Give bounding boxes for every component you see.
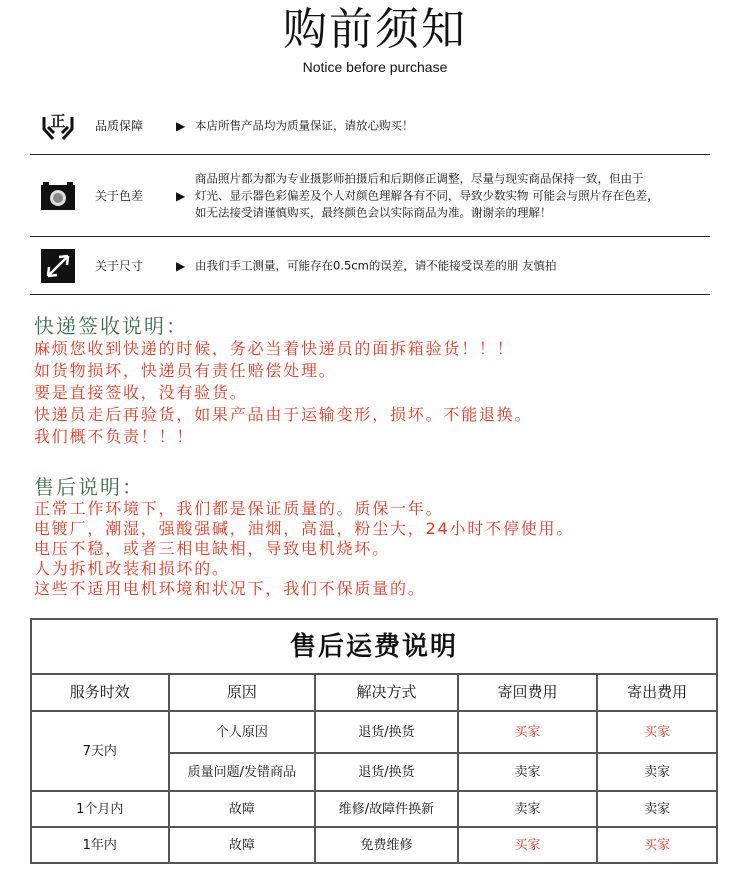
info-row-size [30,237,710,295]
solution-cell: 免费维修 [315,827,458,863]
solution-cell: 维修/故障件换新 [315,791,458,827]
page-title: 购前须知 [283,4,467,55]
table-title: 售后运费说明 [31,619,717,674]
column-header: 解决方式 [315,674,458,711]
delivery-line: 要是直接签收，没有验货。 [34,383,248,402]
table-header-row [31,674,717,711]
delivery-line: 我们概不负责！！！ [34,427,195,446]
delivery-heading: 快递签收说明： [34,314,188,338]
info-row-color [30,155,710,237]
send-fee-cell: 卖家 [597,791,717,827]
delivery-section [34,314,532,448]
arrow-icon: ▶ [176,258,186,273]
aftersale-line: 人为拆机改装和损坏的。 [34,559,230,578]
delivery-line: 快递员走后再验货，如果产品由于运输变形，损坏。不能退换。 [34,405,533,424]
table-row [31,791,717,827]
page-subtitle: Notice before purchase [302,59,448,75]
reason-cell: 故障 [169,791,316,827]
arrow-icon: ▶ [176,119,186,133]
aftersale-line: 这些不适用电机环境和状况下，我们不保质量的。 [34,579,426,598]
arrow-icon: ▶ [176,188,186,203]
info-text: 本店所售产品均为质量保证，请放心购买！ [195,118,414,133]
column-header: 原因 [169,674,316,711]
solution-cell: 退货/换货 [315,711,458,753]
resize-arrow-icon [38,249,78,283]
aftersale-section [34,475,574,599]
svg-text:正: 正 [50,112,66,130]
solution-cell: 退货/换货 [315,753,458,791]
table-row [31,827,717,863]
send-fee-cell: 买家 [597,827,717,863]
reason-cell: 质量问题/发错商品 [169,753,316,791]
info-text: 商品照片都为都为专业摄影师拍摄后和后期修正调整，尽量与现实商品保持一致，但由于 灯光、显示器色彩偏差及个人对颜色理解各有不同，导致少数实物 可能会与照片存在色差， 如无法接受请谨慎购买，最终颜色会以实际商品为准。谢谢亲的理解！ [195,171,659,219]
info-label: 品质保障 [95,119,144,133]
shipping-fee-table [30,618,718,864]
return-fee-cell: 买家 [458,711,598,753]
aftersale-heading: 售后说明： [34,475,144,499]
period-cell: 1年内 [31,827,169,863]
return-fee-cell: 买家 [458,827,598,863]
send-fee-cell: 买家 [597,711,717,753]
info-row-quality [30,98,710,155]
delivery-line: 麻烦您收到快递的时候，务必当着快递员的面拆箱验货！！！ [34,339,515,358]
return-fee-cell: 卖家 [458,753,598,791]
column-header: 寄出费用 [597,674,717,711]
column-header: 寄回费用 [458,674,598,711]
aftersale-line: 电镀厂，潮湿，强酸强碱，油烟，高温，粉尘大，24小时不停使用。 [34,519,575,538]
period-cell: 7天内 [31,711,169,791]
return-fee-cell: 卖家 [458,791,598,827]
aftersale-line: 电压不稳，或者三相电缺相，导致电机烧坏。 [34,539,391,558]
aftersale-line: 正常工作环境下，我们都是保证质量的。质保一年。 [34,499,444,518]
info-label: 关于色差 [95,188,144,203]
info-text: 由我们手工测量，可能存在0.5cm的误差，请不能接受误差的朋 友慎拍 [195,258,557,272]
table-row [31,711,717,753]
delivery-line: 如货物损坏，快递员有责任赔偿处理。 [34,361,337,380]
period-cell: 1个月内 [31,791,169,827]
camera-icon [38,181,78,211]
reason-cell: 故障 [169,827,316,863]
send-fee-cell: 卖家 [597,753,717,791]
column-header: 服务时效 [31,674,169,711]
info-label: 关于尺寸 [95,258,144,273]
reason-cell: 个人原因 [169,711,316,753]
quality-hands-icon [38,109,78,143]
